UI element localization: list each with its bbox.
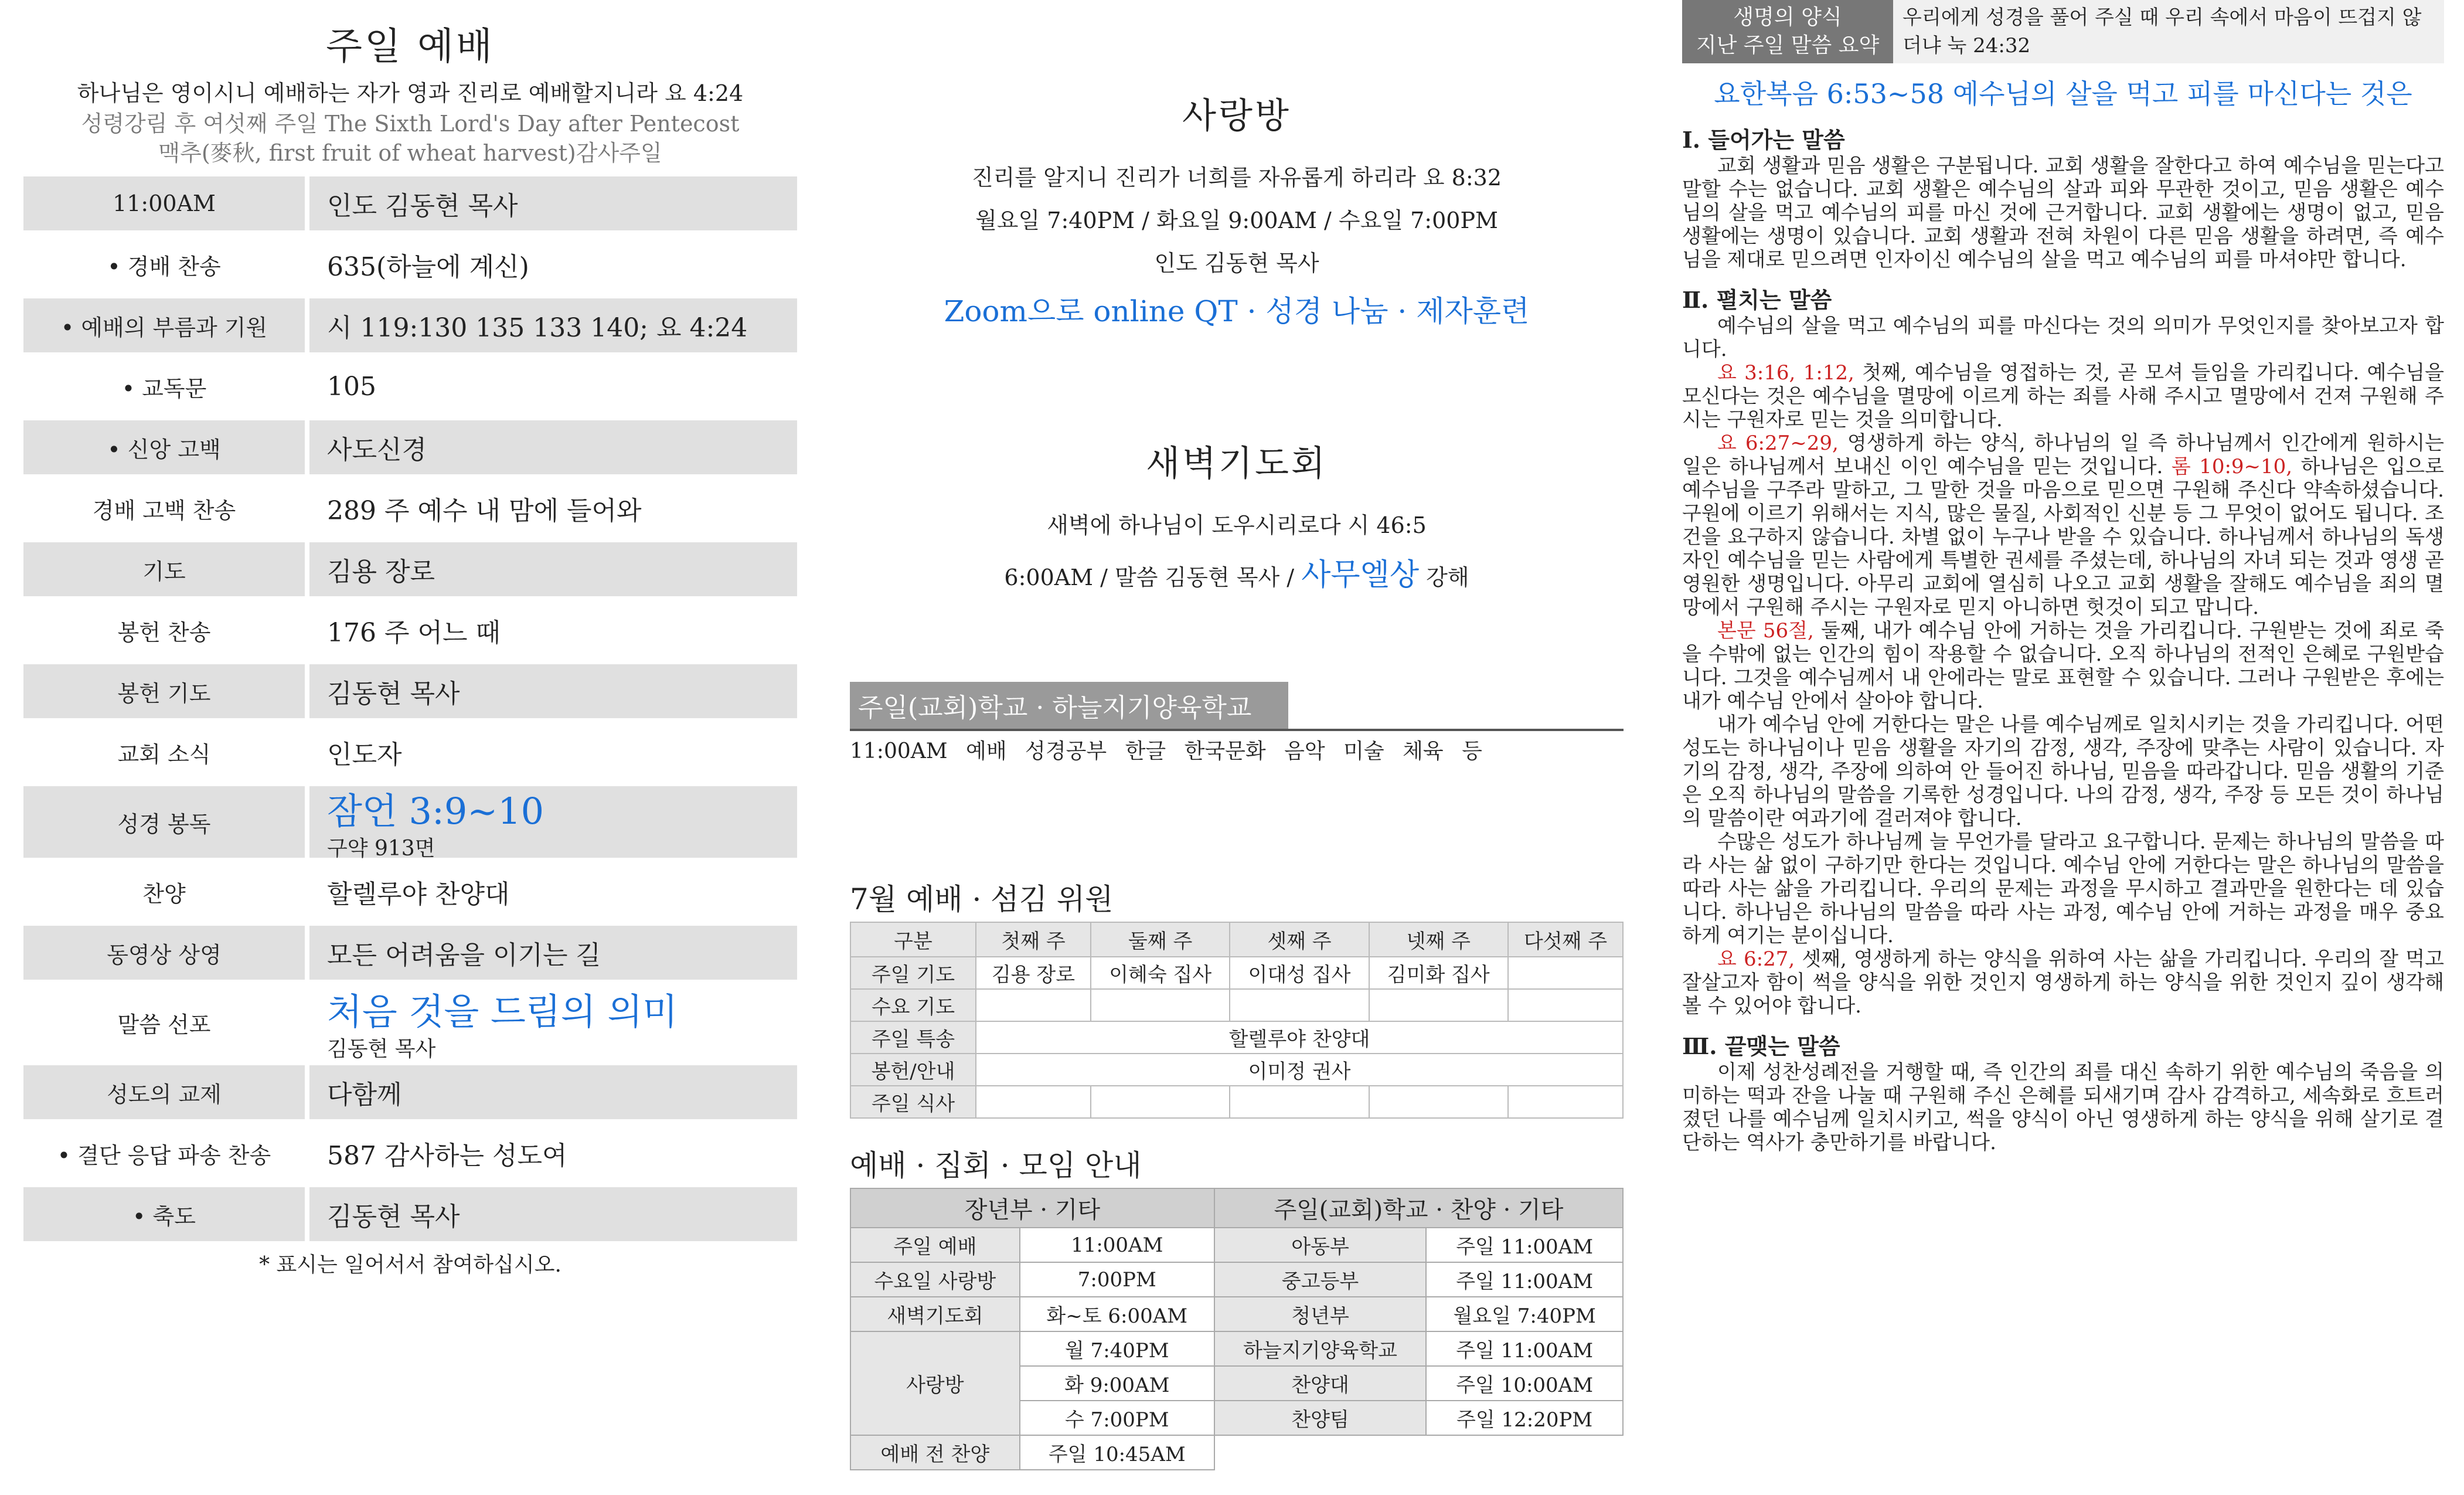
duty-row (850, 989, 1623, 1021)
duty-row-label: 주일 기도 (850, 957, 976, 989)
order-row (23, 176, 797, 230)
duty-header-row (850, 922, 1623, 957)
sunday-name: 성령강림 후 여섯째 주일 The Sixth Lord's Day after Pentecost (81, 111, 740, 137)
summary-header (1682, 0, 2444, 63)
duty-row-label: 수요 기도 (850, 989, 976, 1021)
order-row (23, 926, 797, 980)
gathering-cell: 찬양대 (1214, 1366, 1426, 1401)
duty-row-label: 주일 식사 (850, 1086, 976, 1118)
gathering-cell: 아동부 (1214, 1228, 1426, 1262)
order-label: 봉헌 기도 (23, 664, 305, 718)
gathering-header: 장년부 · 기타 (850, 1188, 1214, 1228)
duty-row (850, 1054, 1623, 1086)
order-value-cell (305, 176, 797, 230)
order-value: 김동현 목사 (327, 679, 460, 709)
scripture-ref: 요 6:27~29, (1717, 431, 1839, 455)
paragraph: 수많은 성도가 하나님께 늘 무언가를 달라고 요구합니다. 문제는 하나님의 말씀을 따라 사는 삶 없이 구하기만 한다는 것입니다. 예수님 안에 거한다는 말은 하나님의 말씀을 따라 사는 삶을 가리킵니다. 우리의 문제는 과정을 무시하고 결과만을 원한다는 데 있습니다. 하나님은 하나님의 말씀을 따라 사는 과정, 예수님 안에 거하는 과정을 매우 중요하게 여기는 분이십니다. (1682, 830, 2444, 947)
order-label: 교회 소식 (23, 725, 305, 779)
order-subvalue: 구약 913면 (327, 837, 435, 861)
gathering-cell: 주일 11:00AM (1426, 1262, 1623, 1297)
order-value-cell (305, 298, 797, 352)
duty-cell (1508, 957, 1623, 989)
gathering-cell: 찬양팀 (1214, 1401, 1426, 1435)
duty-cell (976, 1086, 1091, 1118)
duty-cell: 김미화 집사 (1369, 957, 1508, 989)
gathering-header-row (850, 1188, 1623, 1228)
gathering-row (850, 1297, 1623, 1331)
order-row (23, 987, 797, 1061)
duty-row-label: 봉헌/안내 (850, 1054, 976, 1086)
order-label: 11:00AM (23, 176, 305, 230)
gathering-cell: 수요일 사랑방 (850, 1262, 1020, 1297)
order-row (23, 359, 797, 413)
gathering-cell: 화 9:00AM (1020, 1366, 1214, 1401)
paragraph: 교회 생활과 믿음 생활은 구분됩니다. 교회 생활을 잘한다고 하여 예수님을 믿는다고 말할 수는 없습니다. 교회 생활은 예수님의 살과 피와 무관한 것이고, 믿음 생활은 예수님의 살을 먹고 예수님의 피를 마신 것에 근거합니다. 교회 생활에는 생명이 없고, 믿음 생활에는 생명이 있습니다. 교회 생활과 전혀 차원이 다른 믿음 생활을 하려면, 즉 예수님을 제대로 믿으려면 인자이신 예수님의 살을 먹고 예수님의 피를 마셔야만 합니다. (1682, 154, 2444, 271)
dawn-schedule-prefix: 6:00AM / 말씀 김동현 목사 / (1004, 565, 1302, 590)
duty-cell (1230, 1086, 1369, 1118)
order-value: 176 주 어느 때 (327, 618, 501, 648)
order-row (23, 1065, 797, 1119)
sarangbang-verse: 진리를 알지니 진리가 너희를 자유롭게 하리라 요 8:32 (971, 165, 1502, 191)
duty-header: 둘째 주 (1091, 922, 1230, 957)
gathering-row (850, 1331, 1623, 1366)
order-value: 잠언 3:9~10 (327, 790, 544, 833)
order-label: 성도의 교제 (23, 1065, 305, 1119)
gathering-cell: 월 7:40PM (1020, 1331, 1214, 1366)
gathering-cell: 중고등부 (1214, 1262, 1426, 1297)
duty-table (850, 922, 1624, 1119)
order-label: 기도 (23, 542, 305, 596)
order-value: 처음 것을 드림의 의미 (327, 990, 678, 1033)
order-label: • 결단 응답 파송 찬송 (23, 1126, 305, 1180)
order-subvalue: 김동현 목사 (327, 1037, 436, 1061)
order-label: • 신앙 고백 (23, 420, 305, 474)
dawn-verse: 새벽에 하나님이 도우시리로다 시 46:5 (1047, 512, 1427, 538)
worship-title: 주일 예배 (326, 25, 495, 69)
paragraph: 예수님의 살을 먹고 예수님의 피를 마신다는 것의 의미가 무엇인지를 찾아보고자 합니다. (1682, 314, 2444, 361)
order-value: 김동현 목사 (327, 1202, 460, 1232)
gathering-cell: 월요일 7:40PM (1426, 1297, 1623, 1331)
paragraph (1682, 431, 2444, 619)
paragraph-text: 영생하게 하는 양식, 하나님의 일 즉 하나님께서 인간에게 원하시는 일은 하나님께서 보내신 이인 예수님을 믿는 것입니다. (1682, 431, 2444, 478)
paragraph: 이제 성찬성례전을 거행할 때, 즉 인간의 죄를 대신 속하기 위한 예수님의 죽음을 의미하는 떡과 잔을 나눌 때 구원해 주신 은혜를 되새기며 감사 감격하고, 세속화로 흐트러졌던 나를 예수님께 일치시키고, 썩을 양식이 아닌 영생하게 하는 양식을 위해 살기로 결단하는 역사가 충만하기를 바랍니다. (1682, 1061, 2444, 1154)
order-value-cell (305, 664, 797, 718)
dawn-schedule-suffix: 강해 (1419, 565, 1469, 590)
order-row (23, 786, 797, 861)
gathering-table (850, 1188, 1624, 1470)
order-value: 할렐루야 찬양대 (327, 879, 510, 909)
duty-cell (1091, 989, 1230, 1021)
order-value-cell (305, 359, 797, 413)
gathering-cell: 주일 12:20PM (1426, 1401, 1623, 1435)
order-value: 김용 장로 (327, 557, 435, 587)
summary-label-1: 생명의 양식 (1733, 5, 1842, 29)
duty-cell (1369, 1086, 1508, 1118)
duty-cell: 할렐루야 찬양대 (976, 1021, 1623, 1054)
duty-cell: 이대성 집사 (1230, 957, 1369, 989)
order-value-cell (305, 926, 797, 980)
section-heading-1: Ⅰ. 들어가는 말씀 (1682, 127, 1845, 153)
order-row (23, 725, 797, 779)
gathering-cell: 하늘지기양육학교 (1214, 1331, 1426, 1366)
gathering-cell: 주일 예배 (850, 1228, 1020, 1262)
section-heading-3: Ⅲ. 끝맺는 말씀 (1682, 1033, 1840, 1059)
duty-cell (1508, 1086, 1623, 1118)
scripture-ref: 본문 56절, (1717, 619, 1814, 643)
order-label: • 경배 찬송 (23, 237, 305, 291)
order-row (23, 237, 797, 291)
gathering-cell: 화~토 6:00AM (1020, 1297, 1214, 1331)
order-value: 105 (327, 371, 376, 402)
order-label: 경배 고백 찬송 (23, 481, 305, 535)
order-row (23, 542, 797, 596)
order-value-cell (305, 237, 797, 291)
summary-label (1682, 0, 1893, 63)
gathering-cell: 7:00PM (1020, 1262, 1214, 1297)
order-value-cell (305, 987, 797, 1061)
order-row (23, 603, 797, 657)
duty-header: 넷째 주 (1369, 922, 1508, 957)
gathering-cell: 청년부 (1214, 1297, 1426, 1331)
sunday-subtitle: 맥추(麥秋, first fruit of wheat harvest)감사주일 (158, 140, 662, 166)
paragraph-text: 첫째, 예수님을 영접하는 것, 곧 모셔 들임을 가리킵니다. 예수님을 모신다는 것은 예수님을 멸망에 이르게 하는 죄를 사해 주시고 멸망에서 건져 구원해 주시는 구원자로 믿는 것을 의미합니다. (1682, 361, 2444, 431)
worship-column (23, 0, 797, 1495)
gathering-cell: 수 7:00PM (1020, 1401, 1214, 1435)
order-value-cell (305, 725, 797, 779)
order-value: 587 감사하는 성도여 (327, 1141, 567, 1171)
gathering-cell: 주일 11:00AM (1426, 1331, 1623, 1366)
duty-cell: 이미정 권사 (976, 1054, 1623, 1086)
duty-cell (976, 989, 1091, 1021)
scripture-ref: 요 6:27, (1717, 947, 1795, 971)
empty-cell (1214, 1435, 1623, 1470)
gathering-header: 주일(교회)학교 · 찬양 · 기타 (1214, 1188, 1623, 1228)
sermon-summary-column (1682, 0, 2444, 1495)
paragraph (1682, 361, 2444, 431)
worship-order (23, 176, 797, 1241)
duty-header: 구분 (850, 922, 976, 957)
duty-table-title: 7월 예배 · 섬김 위원 (850, 882, 1114, 916)
order-value-cell (305, 420, 797, 474)
gathering-row (850, 1228, 1623, 1262)
paragraph-text: 둘째, 내가 예수님 안에 거하는 것을 가리킵니다. 구원받는 것에 죄로 죽을 수밖에 없는 인간의 힘이 작용할 수 없습니다. 오직 하나님의 전적인 은혜로 구원받습니다. 그것을 예수님께서 내 안에라는 말로 표현할 수 있습니다. 그러나 구원받은 후에는 내가 예수님 안에서 살아야 합니다. (1682, 619, 2444, 713)
order-value-cell (305, 1065, 797, 1119)
duty-row (850, 1086, 1623, 1118)
scripture-ref: 롬 10:9~10, (2171, 455, 2293, 478)
gathering-cell: 주일 10:45AM (1020, 1435, 1214, 1470)
duty-row (850, 1021, 1623, 1054)
order-value-cell (305, 603, 797, 657)
order-value: 모든 어려움을 이기는 길 (327, 940, 601, 970)
info-column (850, 0, 1624, 1495)
order-value: 인도 김동현 목사 (327, 191, 518, 221)
school-schedule: 11:00AM 예배 성경공부 한글 한국문화 음악 미술 체육 등 (850, 739, 1482, 763)
duty-cell: 김용 장로 (976, 957, 1091, 989)
dawn-book: 사무엘상 (1301, 558, 1420, 593)
order-value-cell (305, 865, 797, 919)
dawn-schedule (850, 550, 1624, 594)
order-value-cell (305, 786, 797, 861)
duty-cell: 이혜숙 집사 (1091, 957, 1230, 989)
scripture-ref: 요 3:16, 1:12, (1717, 361, 1854, 385)
gathering-row (850, 1435, 1623, 1470)
paragraph (1682, 947, 2444, 1018)
duty-header: 첫째 주 (976, 922, 1091, 957)
order-value-cell (305, 1187, 797, 1241)
zoom-line: Zoom으로 online QT · 성경 나눔 · 제자훈련 (944, 294, 1530, 328)
duty-row (850, 957, 1623, 989)
order-label: 말씀 선포 (23, 987, 305, 1058)
duty-cell (1508, 989, 1623, 1021)
paragraph-text: 하나님은 입으로 예수님을 구주라 말하고, 그 말한 것을 마음으로 믿으면 구원해 주신다 약속하셨습니다. 구원에 이르기 위해서는 지식, 많은 물질, 사회적인 신분 등 그 무엇이 없어도 됩니다. 조건을 요구하지 않습니다. 차별 없이 누구나 받을 수 있습니다. 하나님께서 하나님의 독생자인 예수님을 믿는 사람에게 특별한 권세를 주셨는데, 하나님의 자녀 되는 것과 영생 곧 영원한 생명입니다. 아무리 교회에 열심히 나오고 교회 생활을 잘해도 예수님을 죄의 멸망에서 구원해 주시는 구원자로 믿지 아니하면 헛것이 되고 맙니다. (1682, 455, 2444, 619)
order-value-cell (305, 1126, 797, 1180)
order-value-cell (305, 542, 797, 596)
duty-cell (1369, 989, 1508, 1021)
order-row (23, 1187, 797, 1241)
order-value: 시 119:130 135 133 140; 요 4:24 (327, 313, 748, 343)
duty-cell (1230, 989, 1369, 1021)
paragraph-text: 셋째, 영생하게 하는 양식을 위하여 사는 삶을 가리킵니다. 우리의 잘 먹고 잘살고자 함이 썩을 양식을 위한 것인지 영생하게 하는 양식을 위한 것인지 깊이 생각해볼 수 있어야 합니다. (1682, 947, 2444, 1018)
order-value: 289 주 예수 내 맘에 들어와 (327, 496, 642, 526)
gathering-cell: 새벽기도회 (850, 1297, 1020, 1331)
order-value-cell (305, 481, 797, 535)
order-row (23, 481, 797, 535)
paragraph: 내가 예수님 안에 거한다는 말은 나를 예수님께로 일치시키는 것을 가리킵니다. 어떤 성도는 하나님이나 믿음 생활을 자기의 감정, 생각, 주장에 맞추는 사람이 있습니다. 자기의 감정, 생각, 주장에 의하여 안 들어진 하나님, 믿음을 따라갑니다. 믿음 생활의 기준은 오직 하나님의 말씀을 기록한 성경입니다. 나의 감정, 생각, 주장 등 모든 것이 하나님의 말씀이란 여과기에 걸러져야 합니다. (1682, 713, 2444, 830)
order-label: 동영상 상영 (23, 926, 305, 980)
duty-row-label: 주일 특송 (850, 1021, 976, 1054)
divider (850, 729, 1624, 731)
worship-verse: 하나님은 영이시니 예배하는 자가 영과 진리로 예배할지니라 요 4:24 (77, 80, 744, 106)
order-value: 사도신경 (327, 435, 427, 465)
order-value: 다함께 (327, 1080, 402, 1110)
school-band: 주일(교회)학교 · 하늘지기양육학교 (850, 682, 1288, 729)
order-value: 인도자 (327, 740, 402, 770)
gathering-cell: 11:00AM (1020, 1228, 1214, 1262)
order-row (23, 1126, 797, 1180)
summary-verse: 우리에게 성경을 풀어 주실 때 우리 속에서 마음이 뜨겁지 않더냐 눅 24:32 (1893, 0, 2444, 63)
duty-header: 셋째 주 (1230, 922, 1369, 957)
gathering-cell: 주일 11:00AM (1426, 1228, 1623, 1262)
duty-cell (1091, 1086, 1230, 1118)
order-label: • 예배의 부름과 기원 (23, 298, 305, 352)
order-row (23, 664, 797, 718)
gathering-cell: 주일 10:00AM (1426, 1366, 1623, 1401)
standing-footnote: * 표시는 일어서서 참여하십시오. (259, 1253, 561, 1277)
gathering-row (850, 1262, 1623, 1297)
sarangbang-times: 월요일 7:40PM / 화요일 9:00AM / 수요일 7:00PM (975, 208, 1498, 233)
paragraph (1682, 619, 2444, 713)
order-row (23, 298, 797, 352)
order-row (23, 420, 797, 474)
section-heading-2: Ⅱ. 펼치는 말씀 (1682, 287, 1832, 313)
order-label: 성경 봉독 (23, 786, 305, 858)
order-label: 봉헌 찬송 (23, 603, 305, 657)
sarangbang-leader: 인도 김동현 목사 (1154, 250, 1319, 276)
order-row (23, 865, 797, 919)
summary-label-2: 지난 주일 말씀 요약 (1696, 33, 1880, 57)
order-label: • 교독문 (23, 359, 305, 413)
gathering-cell: 예배 전 찬양 (850, 1435, 1020, 1470)
order-label: • 축도 (23, 1187, 305, 1241)
order-label: 찬양 (23, 865, 305, 919)
gathering-cell: 사랑방 (850, 1331, 1020, 1435)
sarangbang-title: 사랑방 (1182, 96, 1291, 137)
dawn-prayer-title: 새벽기도회 (1146, 443, 1328, 484)
gathering-table-title: 예배 · 집회 · 모임 안내 (850, 1149, 1142, 1183)
duty-header: 다섯째 주 (1508, 922, 1623, 957)
order-value: 635(하늘에 계신) (327, 252, 529, 282)
sermon-title: 요한복음 6:53~58 예수님의 살을 먹고 피를 마신다는 것은 (1714, 78, 2412, 110)
